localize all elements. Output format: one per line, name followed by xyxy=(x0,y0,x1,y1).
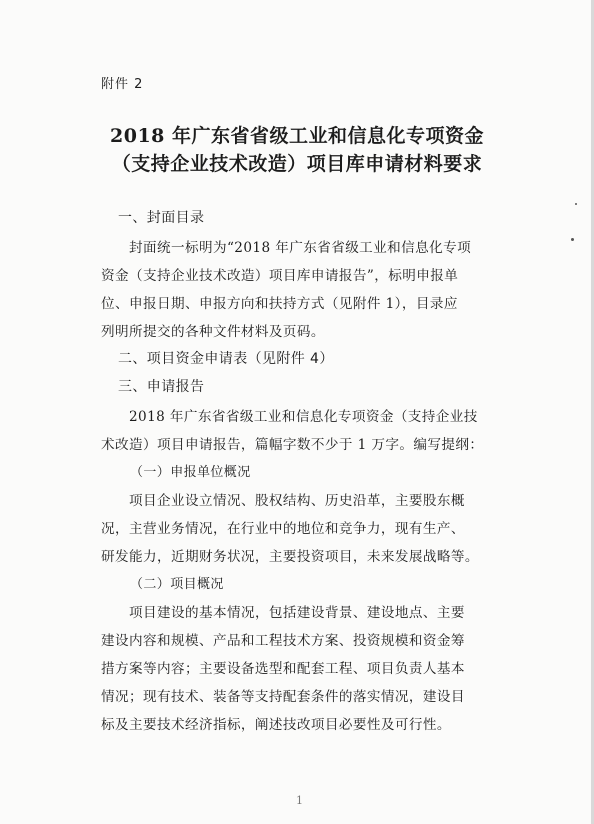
subsection-2-paragraph-line: 措方案等内容；主要设备选型和配套工程、项目负责人基本 xyxy=(101,661,465,677)
page-number: 1 xyxy=(296,794,303,807)
subsection-2-paragraph-line: 项目建设的基本情况，包括建设背景、建设地点、主要 xyxy=(129,605,465,621)
subsection-1-paragraph-line: 项目企业设立情况、股权结构、历史沿革，主要股东概 xyxy=(129,493,465,509)
section-1-heading: 一、封面目录 xyxy=(118,210,205,226)
subsection-1-paragraph-line: 研发能力，近期财务状况，主要投资项目，未来发展战略等。 xyxy=(101,549,479,565)
section-3-paragraph-line: 2018 年广东省省级工业和信息化专项资金（支持企业技 xyxy=(129,409,478,425)
section-2-heading: 二、项目资金申请表（见附件 4） xyxy=(118,351,334,367)
scan-speck xyxy=(575,203,577,205)
section-1-paragraph-line: 列明所提交的各种文件材料及页码。 xyxy=(101,324,325,340)
subsection-2-paragraph-line: 情况；现有技术、装备等支持配套条件的落实情况，建设目 xyxy=(101,689,465,705)
section-1-paragraph-line: 资金（支持企业技术改造）项目库申请报告”，标明申报单 xyxy=(101,268,459,284)
subsection-2-heading: （二）项目概况 xyxy=(130,577,224,592)
subsection-1-heading: （一）申报单位概况 xyxy=(130,465,251,480)
document-title-line-1: 2018 年广东省省级工业和信息化专项资金 xyxy=(110,125,484,147)
section-1-paragraph-line: 位、申报日期、申报方向和扶持方式（见附件 1），目录应 xyxy=(101,296,458,312)
attachment-label: 附件 2 xyxy=(101,77,144,92)
document-title-line-2: （支持企业技术改造）项目库申请材料要求 xyxy=(111,153,483,175)
scan-speck xyxy=(571,238,574,241)
subsection-2-paragraph-line: 建设内容和规模、产品和工程技术方案、投资规模和资金筹 xyxy=(101,633,465,649)
subsection-2-paragraph-line: 标及主要技术经济指标，阐述技改项目必要性及可行性。 xyxy=(101,717,451,733)
section-3-paragraph-line: 术改造）项目申请报告，篇幅字数不少于 1 万字。编写提纲： xyxy=(101,437,484,453)
section-3-heading: 三、申请报告 xyxy=(118,379,205,395)
section-1-paragraph-line: 封面统一标明为“2018 年广东省省级工业和信息化专项 xyxy=(129,240,472,256)
subsection-1-paragraph-line: 况，主营业务情况，在行业中的地位和竞争力，现有生产、 xyxy=(101,521,465,537)
